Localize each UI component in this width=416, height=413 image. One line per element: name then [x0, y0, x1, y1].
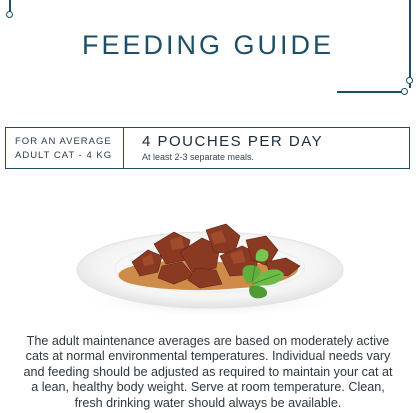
cat-weight-line-2: ADULT CAT - 4 KG	[15, 150, 113, 161]
plate-illustration	[70, 210, 350, 320]
feeding-description: The adult maintenance averages are based on moderately active cats at normal environmental temperatures. Individual needs vary and feeding should be adjusted as required to maintain your cat at a lean, healthy body weight. Serve at room temperature. Clean, fresh drinking water should always be available.	[23, 334, 393, 410]
frame-right-dot-upper	[406, 77, 413, 84]
feeding-amount-cell	[124, 128, 323, 168]
plate-of-cat-food-with-mint-icon	[70, 210, 350, 320]
feeding-note: At least 2-3 separate meals.	[142, 152, 255, 162]
page-title: FEEDING GUIDE	[81, 30, 335, 60]
feeding-info-box	[5, 127, 410, 169]
cat-weight-line-1: FOR AN AVERAGE	[15, 136, 112, 147]
frame-right-horizontal	[337, 91, 401, 93]
cat-weight-cell	[6, 128, 124, 168]
feeding-amount: 4 POUCHES PER DAY	[142, 133, 324, 150]
frame-right-vertical-lower	[409, 84, 411, 88]
frame-right-dot-lower	[401, 88, 408, 95]
frame-top-left-dot	[6, 11, 13, 18]
